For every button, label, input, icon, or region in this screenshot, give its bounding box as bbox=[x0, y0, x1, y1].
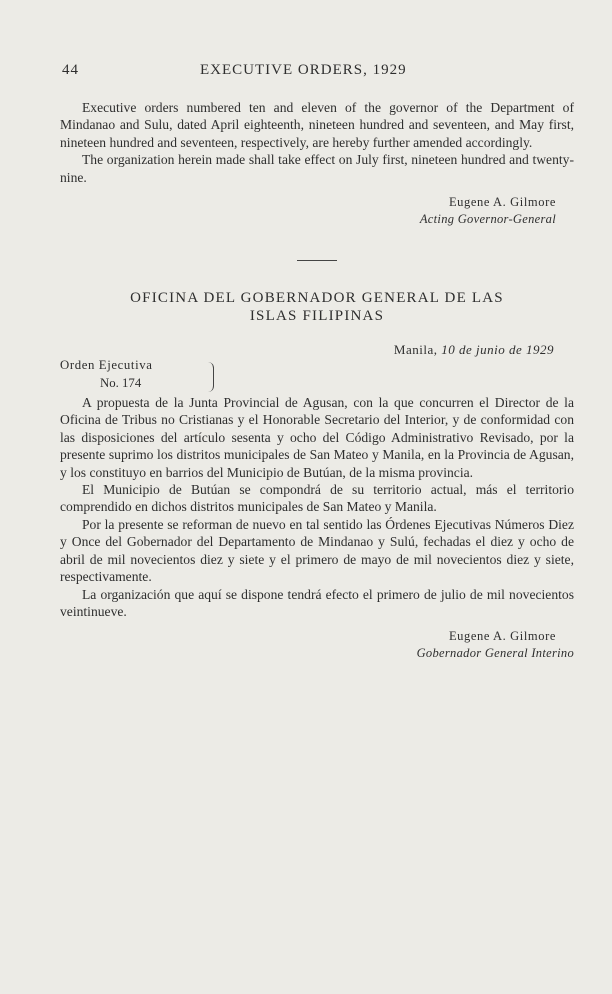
order-number: No. 174 bbox=[100, 376, 142, 391]
dateline-place: Manila, bbox=[393, 342, 438, 358]
running-title: EXECUTIVE ORDERS, 1929 bbox=[200, 62, 407, 78]
spanish-paragraph: A propuesta de la Junta Provincial de Agusan, con la que concurren el Director de la Oficina de Tribus no Cristianas y el Honorable Secretario del Interior, y de conformidad con las disposiciones del artículo sesenta y ocho del Código Administrativo Revisado, por la presente suprimo los distritos municipales de San Mateo y Manila, en la Provincia de Agusan, y los constituyo en barrios del Municipio de Butúan, de la misma provincia. bbox=[60, 395, 574, 480]
section-divider bbox=[297, 260, 337, 261]
spanish-signature-name: Eugene A. Gilmore bbox=[448, 629, 556, 644]
page-header bbox=[60, 62, 574, 84]
spanish-paragraph: La organización que aquí se dispone tendrá efecto el primero de julio de mil novecientos veintinueve. bbox=[60, 586, 574, 619]
order-label: Orden Ejecutiva bbox=[60, 358, 153, 373]
spanish-signature-title: Gobernador General Interino bbox=[416, 646, 574, 661]
order-designation bbox=[60, 358, 574, 394]
page-number: 44 bbox=[62, 62, 79, 78]
english-paragraph: The organization herein made shall take effect on July first, nineteen hundred and twenty-nine. bbox=[60, 152, 574, 185]
dateline bbox=[60, 342, 554, 358]
spanish-paragraph: El Municipio de Butúan se compondrá de su territorio actual, más el territorio comprendido en dichos distritos municipales de San Mateo y Manila. bbox=[60, 482, 574, 515]
spanish-paragraph: Por la presente se reforman de nuevo en tal sentido las Órdenes Ejecutivas Números Diez y Once del Gobernador del Departamento de Mindanao y Sulú, fechadas el diez y ocho de abril de mil novecientos diez y siete y el primero de mayo de mil novecientos diez y siete, respectivamente. bbox=[60, 516, 574, 585]
english-paragraph: Executive orders numbered ten and eleven of the governor of the Department of Mindanao and Sulu, dated April eighteenth, nineteen hundred and seventeen, and May first, nineteen hundred and seventeen, respectively, are hereby further amended accordingly. bbox=[60, 100, 574, 150]
english-signature-name: Eugene A. Gilmore bbox=[448, 195, 556, 210]
office-heading: OFICINA DEL GOBERNADOR GENERAL DE LAS ISLAS FILIPINAS bbox=[130, 290, 504, 325]
english-signature-title: Acting Governor-General bbox=[419, 212, 556, 227]
brace-mark bbox=[206, 362, 214, 392]
dateline-date: 10 de junio de 1929 bbox=[441, 342, 554, 358]
document-page bbox=[60, 62, 574, 662]
